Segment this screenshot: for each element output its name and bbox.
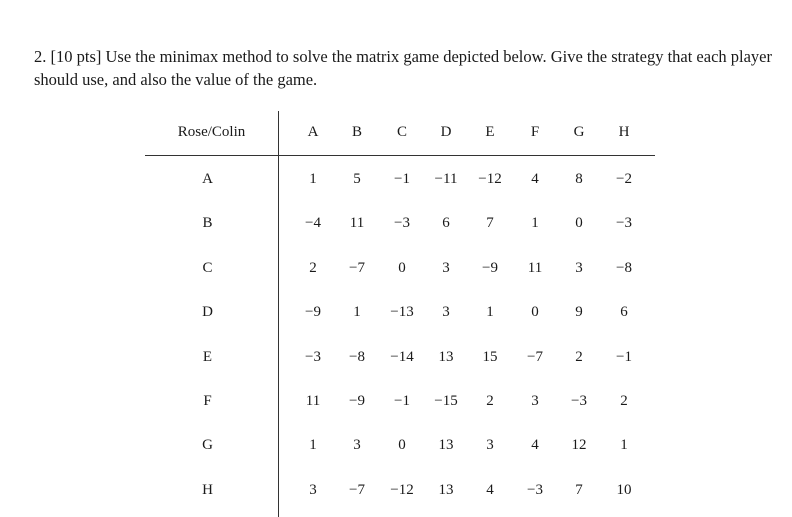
payoff-cell: −12 (478, 171, 502, 187)
payoff-cell: 3 (309, 482, 317, 498)
payoff-matrix (145, 111, 655, 517)
payoff-cell: 7 (486, 215, 494, 231)
payoff-cell: 11 (527, 260, 543, 276)
payoff-cell: 0 (575, 215, 583, 231)
payoff-cell: −15 (434, 393, 458, 409)
payoff-cell: 6 (442, 215, 450, 231)
column-header: G (573, 124, 585, 140)
payoff-cell: 2 (575, 349, 583, 365)
payoff-cell: 0 (398, 260, 406, 276)
payoff-cell: −4 (305, 215, 321, 231)
payoff-cell: 4 (531, 171, 539, 187)
payoff-cell: 3 (442, 260, 450, 276)
payoff-cell: −1 (394, 393, 410, 409)
payoff-cell: −13 (390, 304, 414, 320)
payoff-cell: 13 (438, 437, 454, 453)
payoff-cell: −3 (394, 215, 410, 231)
column-divider (278, 111, 279, 517)
payoff-cell: 1 (353, 304, 361, 320)
payoff-cell: −3 (616, 215, 632, 231)
payoff-cell: 3 (575, 260, 583, 276)
column-header: E (485, 124, 495, 140)
column-header: F (530, 124, 540, 140)
payoff-cell: −3 (527, 482, 543, 498)
payoff-cell: 1 (486, 304, 494, 320)
payoff-cell: 15 (482, 349, 498, 365)
payoff-cell: 11 (305, 393, 321, 409)
corner-label: Rose/Colin (177, 124, 246, 140)
payoff-cell: 3 (486, 437, 494, 453)
payoff-cell: −9 (349, 393, 365, 409)
row-label: H (202, 482, 213, 498)
payoff-cell: −9 (482, 260, 498, 276)
column-header: H (618, 124, 630, 140)
payoff-cell: −1 (394, 171, 410, 187)
row-label: E (202, 349, 213, 365)
row-label: A (202, 171, 213, 187)
payoff-cell: 2 (486, 393, 494, 409)
payoff-cell: 2 (309, 260, 317, 276)
payoff-cell: 10 (616, 482, 632, 498)
payoff-cell: −7 (527, 349, 543, 365)
payoff-cell: 0 (398, 437, 406, 453)
payoff-cell: 4 (531, 437, 539, 453)
payoff-cell: 1 (309, 171, 317, 187)
row-label: F (203, 393, 212, 409)
payoff-cell: −8 (616, 260, 632, 276)
payoff-cell: −7 (349, 482, 365, 498)
payoff-cell: −12 (390, 482, 414, 498)
payoff-cell: −9 (305, 304, 321, 320)
payoff-cell: 12 (571, 437, 587, 453)
payoff-cell: 3 (531, 393, 539, 409)
problem-statement: 2. [10 pts] Use the minimax method to solve the matrix game depicted below. Give the strategy that each player should use, and also the value of the game. (34, 47, 773, 89)
payoff-cell: −7 (349, 260, 365, 276)
column-header: B (351, 124, 363, 140)
row-label: D (202, 304, 213, 320)
row-label: B (202, 215, 213, 231)
payoff-cell: 9 (575, 304, 583, 320)
payoff-cell: 1 (309, 437, 317, 453)
payoff-cell: 6 (620, 304, 628, 320)
payoff-cell: 11 (349, 215, 365, 231)
payoff-cell: 13 (438, 349, 454, 365)
payoff-cell: −14 (390, 349, 414, 365)
payoff-cell: 7 (575, 482, 583, 498)
payoff-cell: −2 (616, 171, 632, 187)
row-label: G (202, 437, 213, 453)
payoff-cell: 0 (531, 304, 539, 320)
column-header: C (396, 124, 408, 140)
payoff-cell: −1 (616, 349, 632, 365)
header-divider (145, 155, 655, 156)
payoff-cell: −11 (434, 171, 458, 187)
row-label: C (202, 260, 213, 276)
column-header: A (307, 124, 319, 140)
payoff-cell: 1 (531, 215, 539, 231)
column-header: D (440, 124, 452, 140)
payoff-cell: 3 (353, 437, 361, 453)
payoff-cell: −3 (305, 349, 321, 365)
payoff-cell: 2 (620, 393, 628, 409)
payoff-cell: 5 (353, 171, 361, 187)
payoff-cell: −8 (349, 349, 365, 365)
payoff-cell: 4 (486, 482, 494, 498)
payoff-cell: 13 (438, 482, 454, 498)
payoff-cell: 3 (442, 304, 450, 320)
payoff-cell: 8 (575, 171, 583, 187)
payoff-cell: −3 (571, 393, 587, 409)
payoff-cell: 1 (620, 437, 628, 453)
